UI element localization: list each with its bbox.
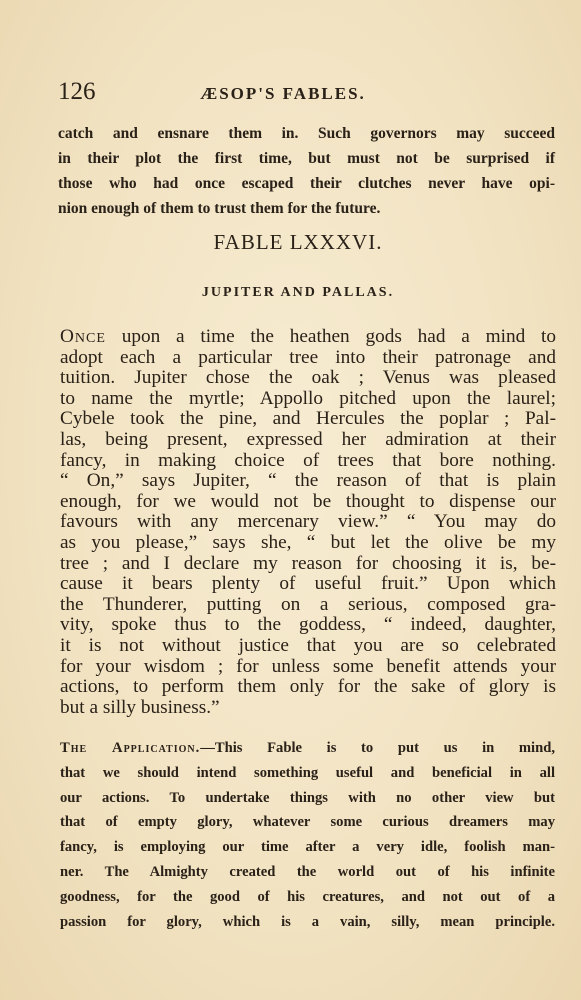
- text-line: but a silly business.”: [60, 696, 220, 718]
- text-line: favours with any mercenary view.” “ You may do: [60, 511, 556, 533]
- text-line: cause it bears plenty of useful fruit.” Upon which: [60, 573, 556, 595]
- text-line: enough, for we would not be thought to dispense our: [60, 490, 556, 512]
- text-line: Cybele took the pine, and Hercules the poplar ; Pal-: [60, 408, 556, 430]
- text-line: in their plot the first time, but must not be surprised if: [58, 150, 555, 167]
- text-line: nion enough of them to trust them for the future.: [58, 200, 381, 217]
- opening-line-rest: upon a time the heathen gods had a mind to: [105, 326, 556, 347]
- text-line: it is not without justice that you are so celebrated: [60, 634, 556, 656]
- application-paragraph: [60, 736, 555, 934]
- text-line: fancy, is employing our time after a very idle, foolish man-: [60, 839, 555, 856]
- application-heading: The Application.: [60, 740, 201, 756]
- text-line: to name the myrtle; Appollo pitched upon the laurel;: [60, 387, 556, 409]
- text-line: adopt each a particular tree into their patronage and: [60, 346, 556, 368]
- text-line: passion for glory, which is a vain, silly, mean principle.: [60, 913, 555, 930]
- fable-number: FABLE LXXXVI.: [213, 230, 383, 254]
- text-line: [60, 736, 555, 761]
- text-line: fancy, in making choice of trees that bore nothing.: [60, 449, 556, 471]
- text-line: as you please,” says she, “ but let the olive be my: [60, 531, 556, 553]
- previous-fable-application-end: [58, 121, 555, 221]
- text-line: that we should intend something useful and beneficial in all: [60, 764, 555, 781]
- text-line: that of empty glory, whatever some curious dreamers may: [60, 814, 555, 831]
- text-line: for your wisdom ; for unless some benefit attends your: [60, 655, 556, 677]
- fable-body: [60, 327, 556, 718]
- page-number: 126: [58, 78, 96, 105]
- text-line: ner. The Almighty created the world out of his infinite: [60, 863, 555, 880]
- text-line: tree ; and I declare my reason for choosing it is, be-: [60, 552, 556, 574]
- fable-title: JUPITER AND PALLAS.: [201, 285, 395, 300]
- text-line: our actions. To undertake things with no other view but: [60, 789, 555, 806]
- text-line: actions, to perform them only for the sake of glory is: [60, 676, 556, 698]
- text-line: those who had once escaped their clutches never have opi-: [58, 175, 555, 192]
- text-line: [60, 327, 556, 348]
- text-line: catch and ensnare them in. Such governors may succeed: [58, 125, 555, 142]
- opening-word: Once: [60, 326, 106, 347]
- page-header: [58, 78, 538, 108]
- text-line: the Thunderer, putting on a serious, composed gra-: [60, 593, 556, 615]
- text-line: tuition. Jupiter chose the oak ; Venus was pleased: [60, 367, 556, 389]
- text-line: las, being present, expressed her admiration at their: [60, 428, 556, 450]
- text-line: goodness, for the good of his creatures, and not out of a: [60, 888, 555, 905]
- text-line: “ On,” says Jupiter, “ the reason of that is plain: [60, 470, 556, 492]
- running-title: ÆSOP'S FABLES.: [200, 84, 366, 103]
- text-line: vity, spoke thus to the goddess, “ indeed, daughter,: [60, 614, 556, 636]
- application-line-rest: —This Fable is to put us in mind,: [200, 740, 555, 756]
